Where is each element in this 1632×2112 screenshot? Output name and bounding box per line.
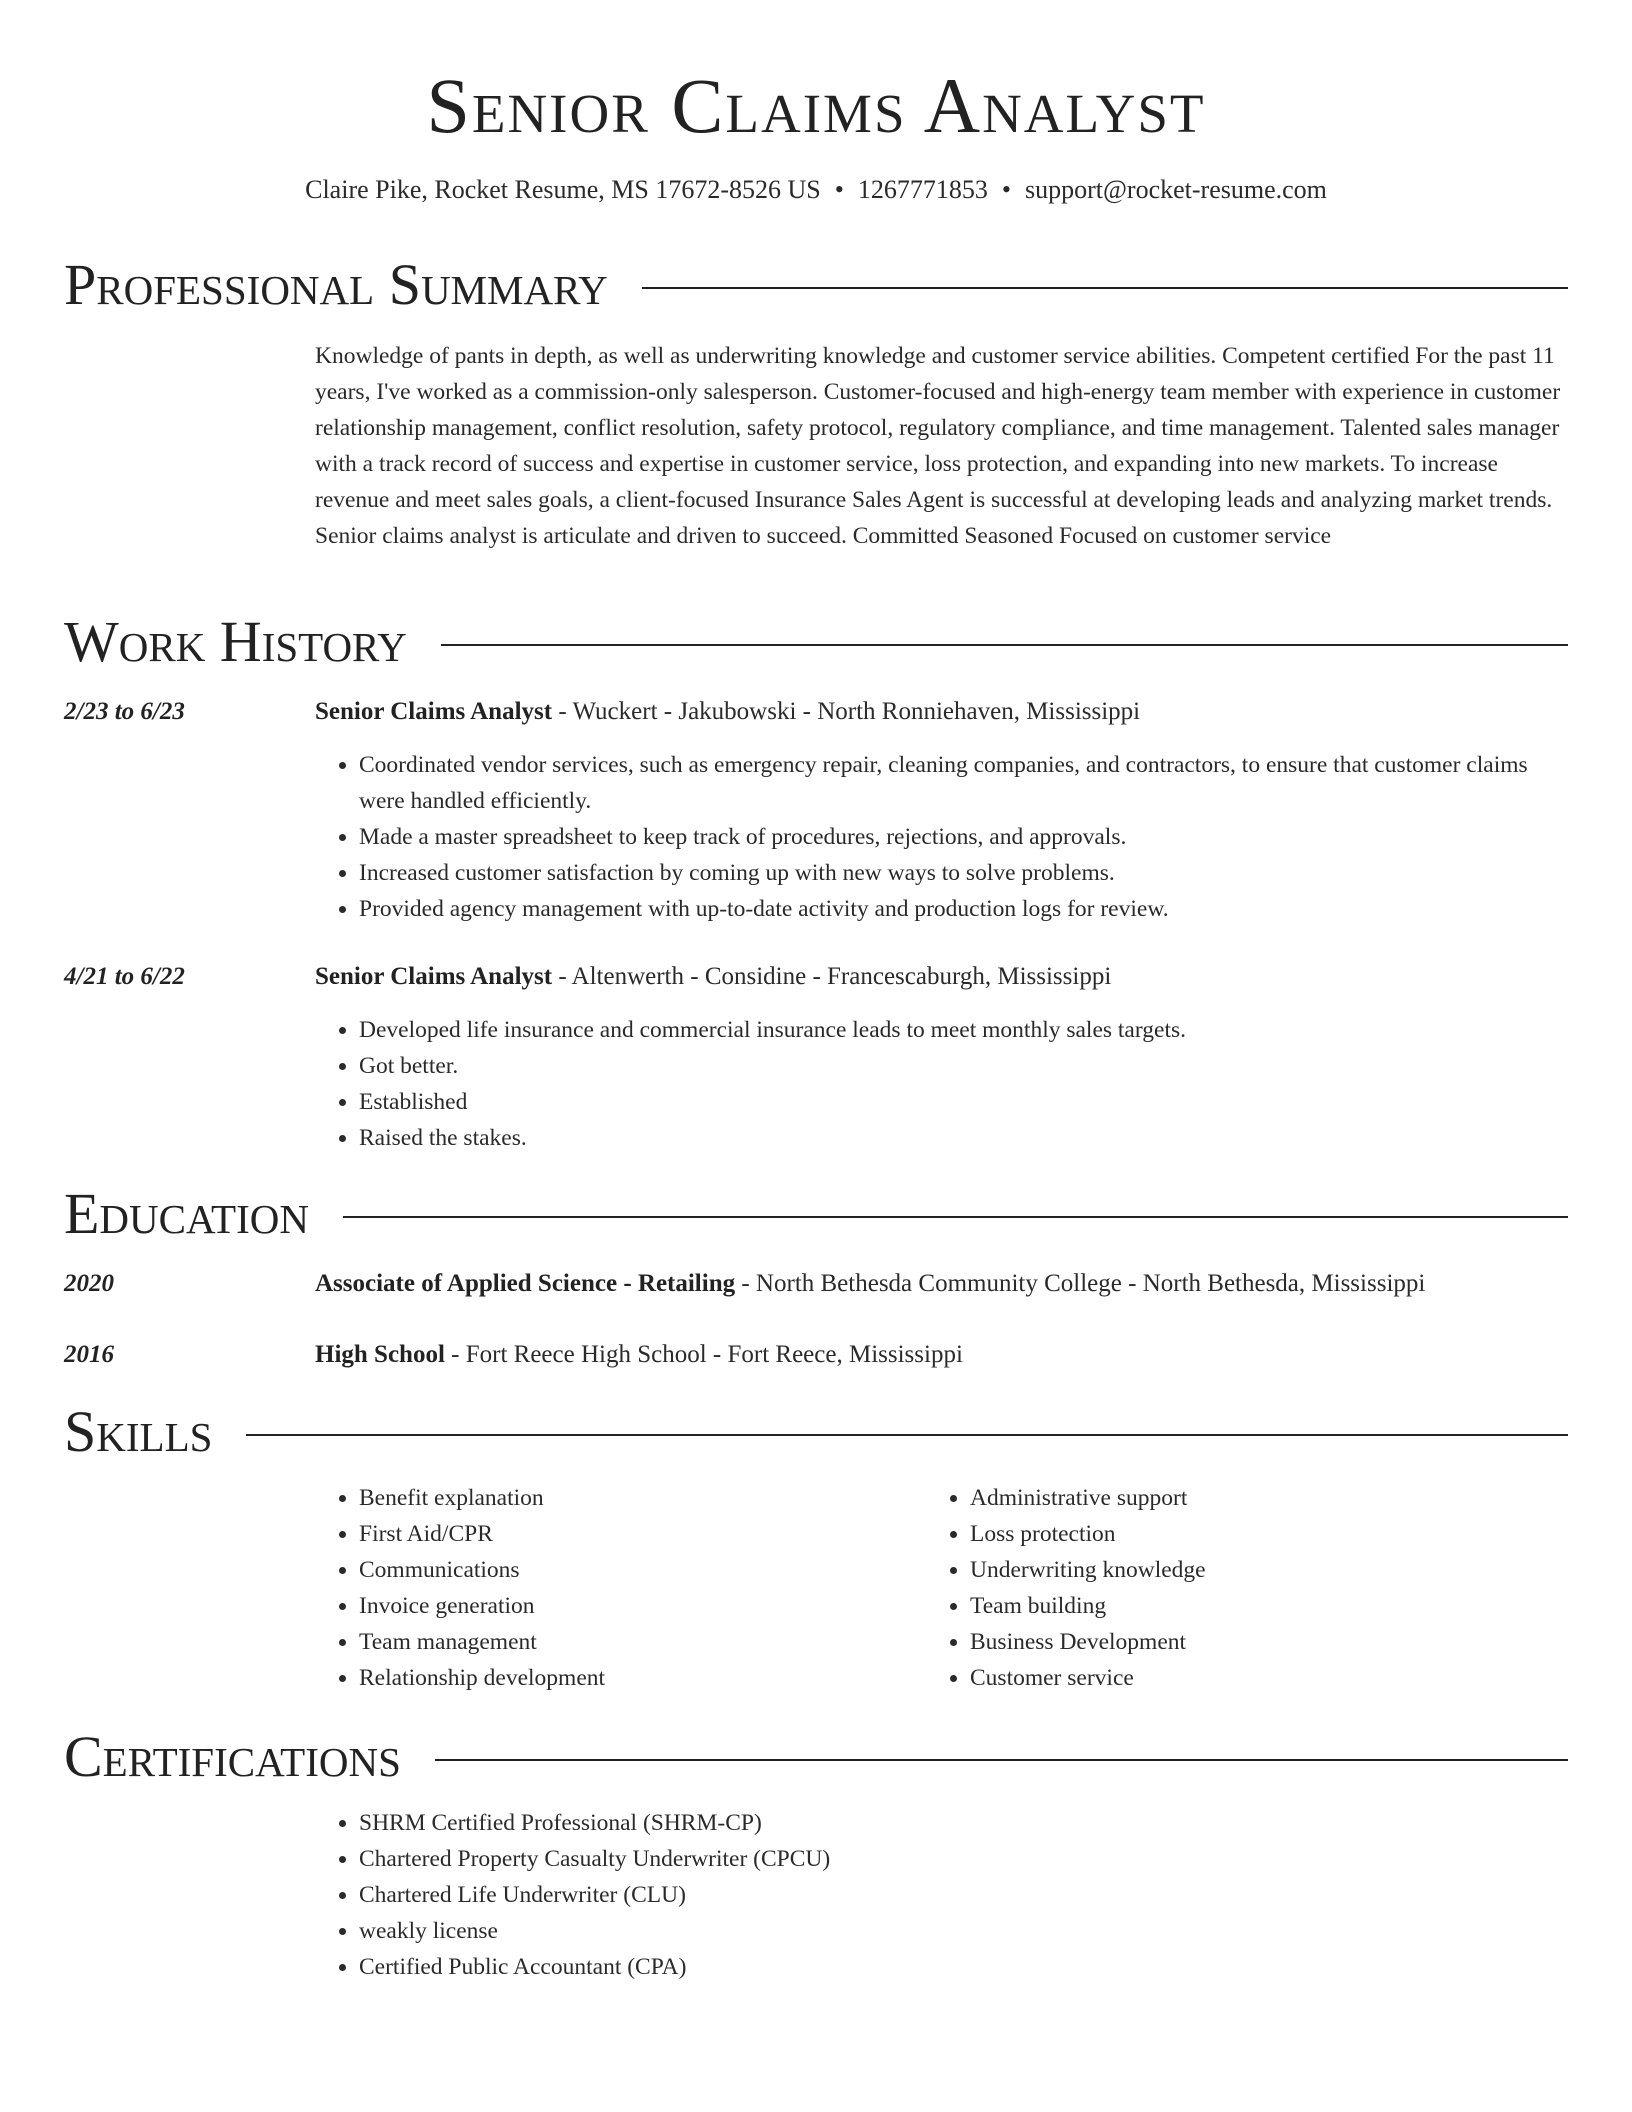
list-item: • Established — [359, 1084, 1574, 1120]
section-title: Work History — [64, 609, 407, 674]
contact-separator: • — [834, 175, 844, 204]
education-degree: High School — [315, 1341, 445, 1368]
list-item: • Got better. — [359, 1048, 1574, 1084]
education-heading — [315, 1337, 963, 1373]
contact-separator: • — [1001, 175, 1011, 204]
list-item: • Increased customer satisfaction by coming up with new ways to solve problems. — [359, 855, 1574, 891]
certification-item: • SHRM Certified Professional (SHRM-CP) — [359, 1805, 1359, 1841]
skill-item: • First Aid/CPR — [359, 1516, 919, 1552]
job-employer: - Altenwerth - Considine - Francescaburgh, Mississippi — [552, 963, 1112, 990]
skill-item: • Customer service — [970, 1660, 1530, 1696]
section-divider — [343, 1216, 1568, 1218]
section-divider — [441, 644, 1568, 646]
job-heading — [315, 959, 1111, 995]
list-item: • Made a master spreadsheet to keep track of procedures, rejections, and approvals. — [359, 819, 1574, 855]
education-year: 2020 — [64, 1270, 114, 1297]
certification-item: • Chartered Life Underwriter (CLU) — [359, 1877, 1359, 1913]
section-heading-work-history — [64, 606, 1568, 678]
section-title: Certifications — [64, 1724, 401, 1789]
certification-item: • Certified Public Accountant (CPA) — [359, 1949, 1359, 1985]
section-heading-education — [64, 1178, 1568, 1250]
skills-list-right — [926, 1480, 1530, 1696]
contact-address: Claire Pike, Rocket Resume, MS 17672-8526 US — [305, 175, 821, 204]
section-divider — [435, 1759, 1568, 1761]
job-bullets — [315, 747, 1574, 927]
skills-list-left — [315, 1480, 919, 1696]
skill-item: • Underwriting knowledge — [970, 1552, 1530, 1588]
job-heading — [315, 694, 1140, 730]
section-heading-summary — [64, 249, 1568, 321]
skill-item: • Relationship development — [359, 1660, 919, 1696]
section-title: Education — [64, 1181, 309, 1246]
contact-line — [0, 172, 1632, 208]
job-bullets — [315, 1012, 1574, 1156]
section-divider — [642, 287, 1568, 289]
skill-item: • Business Development — [970, 1624, 1530, 1660]
list-item: • Coordinated vendor services, such as emergency repair, cleaning companies, and contractors, to ensure that customer claims were handled efficiently. — [359, 747, 1574, 819]
skill-item: • Benefit explanation — [359, 1480, 919, 1516]
job-title: Senior Claims Analyst — [315, 698, 553, 725]
summary-paragraph: Knowledge of pants in depth, as well as underwriting knowledge and customer service abilities. Competent certified For the past 11 years, I've worked as a commission-only salesperson. Customer-focused and high-energy team member with experience in customer relationship management, conflict resolution, safety protocol, regulatory compliance, and time management. Talented sales manager with a track record of success and expertise in customer service, loss protection, and expanding into new markets. To increase revenue and meet sales goals, a client-focused Insurance Sales Agent is successful at developing leads and analyzing market trends. Senior claims analyst is articulate and driven to succeed. Committed Seasoned Focused on customer service — [315, 343, 1561, 549]
job-dates: 2/23 to 6/23 — [64, 698, 185, 725]
education-degree: Associate of Applied Science - Retailing — [315, 1270, 736, 1297]
section-title: Professional Summary — [64, 252, 608, 317]
list-item: • Provided agency management with up-to-date activity and production logs for review. — [359, 891, 1574, 927]
job-dates: 4/21 to 6/22 — [64, 963, 185, 990]
job-employer: - Wuckert - Jakubowski - North Ronniehaven, Mississippi — [552, 698, 1141, 725]
section-title: Skills — [64, 1399, 213, 1464]
section-divider — [246, 1434, 1568, 1436]
job-title: Senior Claims Analyst — [315, 963, 553, 990]
resume-title: Senior Claims Analyst — [426, 62, 1206, 149]
section-heading-certifications — [64, 1721, 1568, 1793]
skill-item: • Invoice generation — [359, 1588, 919, 1624]
contact-email: support@rocket-resume.com — [1024, 175, 1327, 204]
education-heading — [315, 1266, 1425, 1302]
education-school: - Fort Reece High School - Fort Reece, Mississippi — [444, 1341, 963, 1368]
education-school: - North Bethesda Community College - North Bethesda, Mississippi — [735, 1270, 1426, 1297]
skill-item: • Team management — [359, 1624, 919, 1660]
certification-item: • Chartered Property Casualty Underwriter (CPCU) — [359, 1841, 1359, 1877]
certification-item: • weakly license — [359, 1913, 1359, 1949]
skill-item: • Team building — [970, 1588, 1530, 1624]
skill-item: • Loss protection — [970, 1516, 1530, 1552]
section-heading-skills — [64, 1396, 1568, 1468]
certifications-list — [315, 1805, 1359, 1985]
list-item: • Developed life insurance and commercial insurance leads to meet monthly sales targets. — [359, 1012, 1574, 1048]
education-year: 2016 — [64, 1341, 114, 1368]
list-item: • Raised the stakes. — [359, 1120, 1574, 1156]
skill-item: • Administrative support — [970, 1480, 1530, 1516]
contact-phone: 1267771853 — [857, 175, 988, 204]
skill-item: • Communications — [359, 1552, 919, 1588]
